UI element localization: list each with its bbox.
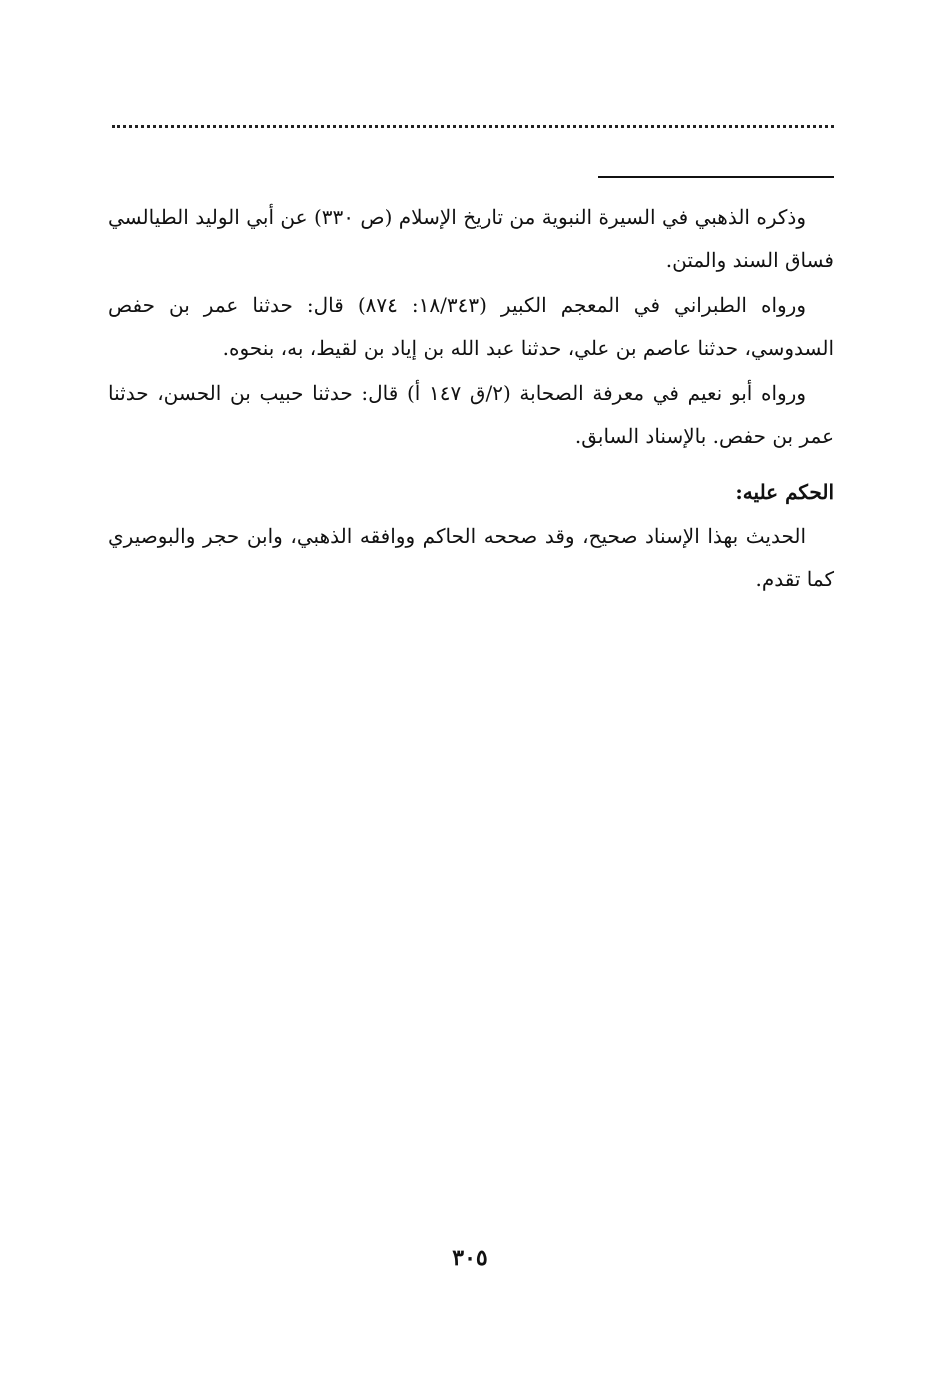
dotted-separator [112, 125, 834, 128]
footnote-text-1: وذكره الذهبي في السيرة النبوية من تاريخ الإسلام (ص ٣٣٠) عن أبي الوليد الطيالسي فساق السند والمتن. [108, 205, 834, 272]
page-number: ٣٠٥ [452, 1245, 488, 1271]
ruling-text: الحديث بهذا الإسناد صحيح، وقد صححه الحاكم ووافقه الذهبي، وابن حجر والبوصيري كما تقدم. [108, 524, 834, 591]
footnote-paragraph-2 [108, 284, 834, 370]
footnote-separator [598, 176, 834, 178]
footnote-paragraph-1 [108, 196, 834, 282]
ruling-heading: الحكم عليه: [735, 480, 834, 504]
footnote-paragraph-3 [108, 372, 834, 458]
ruling-paragraph [108, 515, 834, 601]
footnote-text-3: ورواه أبو نعيم في معرفة الصحابة (٢/ق ١٤٧ أ) قال: حدثنا حبيب بن الحسن، حدثنا عمر بن حفص. بالإسناد السابق. [108, 381, 834, 448]
footnote-text-2: ورواه الطبراني في المعجم الكبير (١٨/٣٤٣: ٨٧٤) قال: حدثنا عمر بن حفص السدوسي، حدثنا عاصم بن علي، حدثنا عبد الله بن إياد بن لقيط، به، بنحوه. [108, 293, 834, 360]
